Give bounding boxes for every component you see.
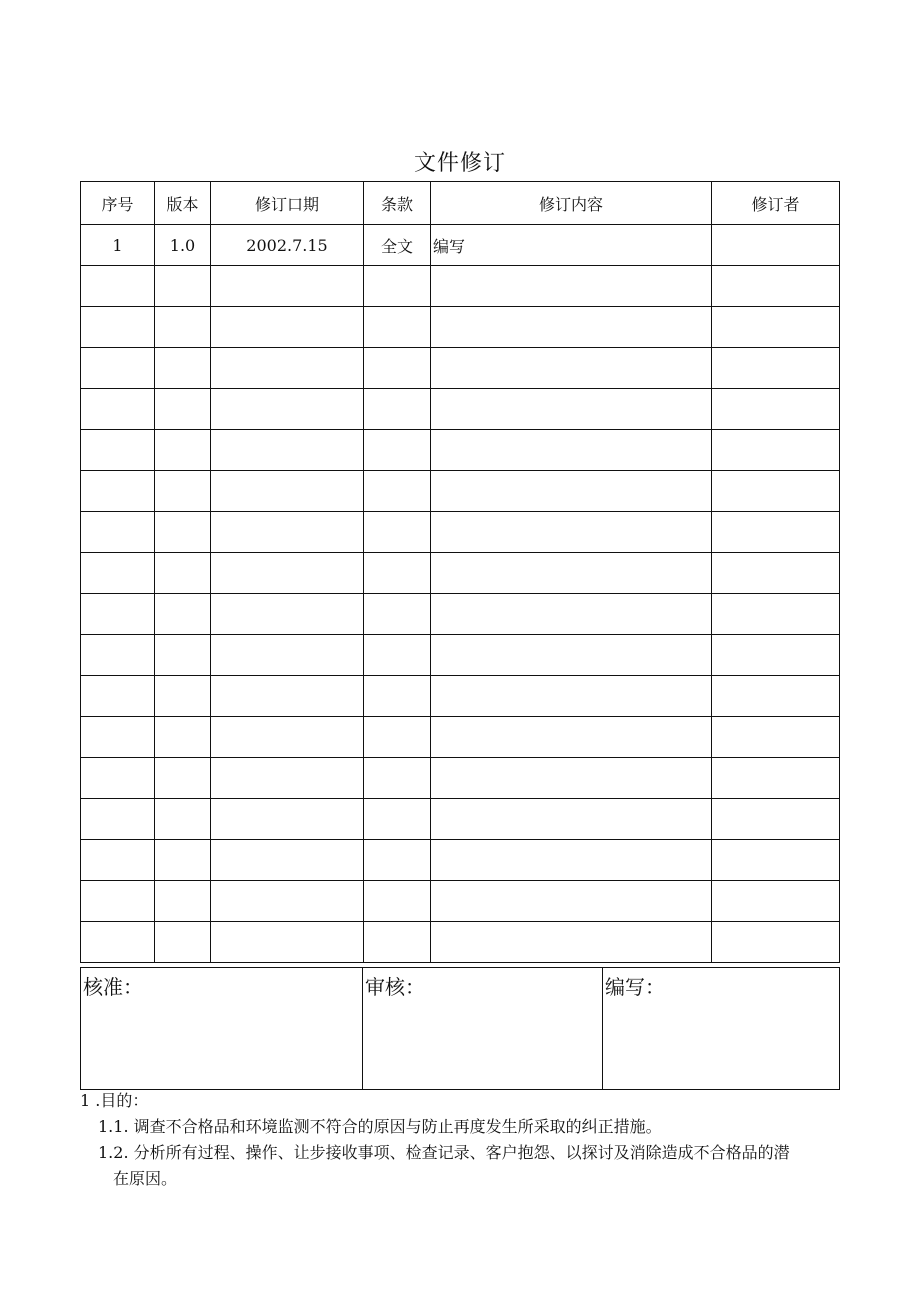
cell-date[interactable]	[211, 553, 364, 594]
cell-date: 2002.7.15	[211, 225, 364, 266]
cell-content[interactable]	[431, 799, 712, 840]
table-row	[81, 717, 840, 758]
cell-clause[interactable]	[364, 799, 431, 840]
cell-version[interactable]	[155, 307, 211, 348]
cell-index[interactable]	[81, 512, 155, 553]
cell-version[interactable]	[155, 840, 211, 881]
purpose-item-2: 1.2. 分析所有过程、操作、让步接收事项、检查记录、客户抱怨、以探讨及消除造成不合格品的潜	[98, 1143, 790, 1162]
table-row	[81, 389, 840, 430]
cell-date[interactable]	[211, 840, 364, 881]
cell-reviser[interactable]	[712, 471, 840, 512]
cell-date[interactable]	[211, 348, 364, 389]
cell-content[interactable]	[431, 307, 712, 348]
cell-content[interactable]	[431, 676, 712, 717]
table-header-row	[81, 182, 840, 225]
cell-date[interactable]	[211, 594, 364, 635]
cell-index[interactable]	[81, 922, 155, 963]
cell-version[interactable]	[155, 594, 211, 635]
cell-content[interactable]	[431, 840, 712, 881]
cell-version[interactable]	[155, 471, 211, 512]
cell-clause[interactable]	[364, 348, 431, 389]
cell-index[interactable]	[81, 430, 155, 471]
cell-clause[interactable]	[364, 512, 431, 553]
cell-content[interactable]	[431, 471, 712, 512]
table-row	[81, 348, 840, 389]
approve-cell[interactable]	[81, 968, 363, 1090]
cell-date[interactable]	[211, 389, 364, 430]
author-cell[interactable]	[603, 968, 840, 1090]
cell-clause: 全文	[364, 225, 431, 266]
cell-clause[interactable]	[364, 553, 431, 594]
table-row	[81, 266, 840, 307]
cell-date[interactable]	[211, 717, 364, 758]
cell-content[interactable]	[431, 635, 712, 676]
cell-version[interactable]	[155, 348, 211, 389]
cell-content[interactable]	[431, 717, 712, 758]
cell-content[interactable]	[431, 881, 712, 922]
table-row	[81, 225, 840, 266]
cell-date[interactable]	[211, 635, 364, 676]
cell-index[interactable]	[81, 266, 155, 307]
cell-content: 编写	[431, 225, 712, 266]
cell-version[interactable]	[155, 676, 211, 717]
cell-index[interactable]	[81, 717, 155, 758]
cell-reviser[interactable]	[712, 758, 840, 799]
cell-date[interactable]	[211, 676, 364, 717]
cell-version[interactable]	[155, 266, 211, 307]
signature-row	[81, 968, 840, 1090]
cell-version[interactable]	[155, 881, 211, 922]
table-row	[81, 799, 840, 840]
cell-clause[interactable]	[364, 881, 431, 922]
cell-clause[interactable]	[364, 307, 431, 348]
signature-table	[80, 967, 840, 1090]
document-title: 文件修订	[413, 151, 506, 176]
review-label: 审核：	[365, 975, 425, 999]
cell-date[interactable]	[211, 799, 364, 840]
col-header-clause: 条款	[364, 182, 431, 225]
cell-clause[interactable]	[364, 594, 431, 635]
cell-reviser[interactable]	[712, 389, 840, 430]
cell-clause[interactable]	[364, 758, 431, 799]
cell-date[interactable]	[211, 922, 364, 963]
cell-version[interactable]	[155, 799, 211, 840]
table-row	[81, 594, 840, 635]
table-row	[81, 307, 840, 348]
cell-index[interactable]	[81, 758, 155, 799]
cell-version[interactable]	[155, 389, 211, 430]
cell-clause[interactable]	[364, 635, 431, 676]
cell-reviser[interactable]	[712, 840, 840, 881]
table-row	[81, 512, 840, 553]
cell-version[interactable]	[155, 922, 211, 963]
col-header-reviser: 修订者	[712, 182, 840, 225]
table-row	[81, 758, 840, 799]
cell-content[interactable]	[431, 553, 712, 594]
cell-reviser[interactable]	[712, 881, 840, 922]
cell-reviser[interactable]	[712, 799, 840, 840]
cell-clause[interactable]	[364, 840, 431, 881]
cell-content[interactable]	[431, 389, 712, 430]
cell-reviser[interactable]	[712, 430, 840, 471]
cell-reviser[interactable]	[712, 266, 840, 307]
revision-table	[80, 181, 840, 963]
col-header-content: 修订内容	[431, 182, 712, 225]
cell-content[interactable]	[431, 348, 712, 389]
cell-date[interactable]	[211, 881, 364, 922]
cell-index[interactable]	[81, 307, 155, 348]
cell-index[interactable]	[81, 840, 155, 881]
cell-date[interactable]	[211, 307, 364, 348]
approve-label: 核准：	[83, 975, 143, 999]
table-row	[81, 840, 840, 881]
cell-version: 1.0	[155, 225, 211, 266]
cell-index[interactable]	[81, 389, 155, 430]
cell-version[interactable]	[155, 553, 211, 594]
cell-reviser[interactable]	[712, 635, 840, 676]
cell-reviser[interactable]	[712, 717, 840, 758]
author-label: 编写：	[605, 975, 665, 999]
section-heading: 1 .目的：	[80, 1091, 149, 1110]
cell-clause[interactable]	[364, 430, 431, 471]
cell-clause[interactable]	[364, 266, 431, 307]
cell-clause[interactable]	[364, 717, 431, 758]
cell-content[interactable]	[431, 922, 712, 963]
table-row	[81, 922, 840, 963]
cell-date[interactable]	[211, 430, 364, 471]
cell-reviser[interactable]	[712, 553, 840, 594]
table-row	[81, 676, 840, 717]
cell-index[interactable]	[81, 799, 155, 840]
cell-content[interactable]	[431, 430, 712, 471]
cell-index[interactable]	[81, 635, 155, 676]
cell-index: 1	[81, 225, 155, 266]
cell-reviser	[712, 225, 840, 266]
cell-index[interactable]	[81, 553, 155, 594]
table-row	[81, 881, 840, 922]
cell-content[interactable]	[431, 266, 712, 307]
table-row	[81, 553, 840, 594]
cell-date[interactable]	[211, 471, 364, 512]
cell-content[interactable]	[431, 512, 712, 553]
cell-reviser[interactable]	[712, 922, 840, 963]
cell-version[interactable]	[155, 635, 211, 676]
cell-content[interactable]	[431, 758, 712, 799]
purpose-item-1: 1.1. 调查不合格品和环境监测不符合的原因与防止再度发生所采取的纠正措施。	[98, 1117, 662, 1136]
cell-version[interactable]	[155, 758, 211, 799]
cell-clause[interactable]	[364, 389, 431, 430]
cell-date[interactable]	[211, 266, 364, 307]
cell-clause[interactable]	[364, 676, 431, 717]
cell-date[interactable]	[211, 758, 364, 799]
cell-reviser[interactable]	[712, 594, 840, 635]
review-cell[interactable]	[363, 968, 603, 1090]
cell-reviser[interactable]	[712, 512, 840, 553]
cell-reviser[interactable]	[712, 676, 840, 717]
col-header-index: 序号	[81, 182, 155, 225]
cell-version[interactable]	[155, 430, 211, 471]
purpose-section	[80, 1088, 850, 1192]
col-header-version: 版本	[155, 182, 211, 225]
cell-date[interactable]	[211, 512, 364, 553]
table-row	[81, 471, 840, 512]
cell-index[interactable]	[81, 676, 155, 717]
cell-reviser[interactable]	[712, 307, 840, 348]
table-row	[81, 635, 840, 676]
purpose-item-2-cont: 在原因。	[113, 1169, 178, 1188]
col-header-date: 修订口期	[211, 182, 364, 225]
cell-clause[interactable]	[364, 471, 431, 512]
cell-version[interactable]	[155, 512, 211, 553]
cell-index[interactable]	[81, 471, 155, 512]
cell-index[interactable]	[81, 881, 155, 922]
table-row	[81, 430, 840, 471]
cell-reviser[interactable]	[712, 348, 840, 389]
cell-clause[interactable]	[364, 922, 431, 963]
cell-content[interactable]	[431, 594, 712, 635]
cell-index[interactable]	[81, 594, 155, 635]
cell-index[interactable]	[81, 348, 155, 389]
cell-version[interactable]	[155, 717, 211, 758]
